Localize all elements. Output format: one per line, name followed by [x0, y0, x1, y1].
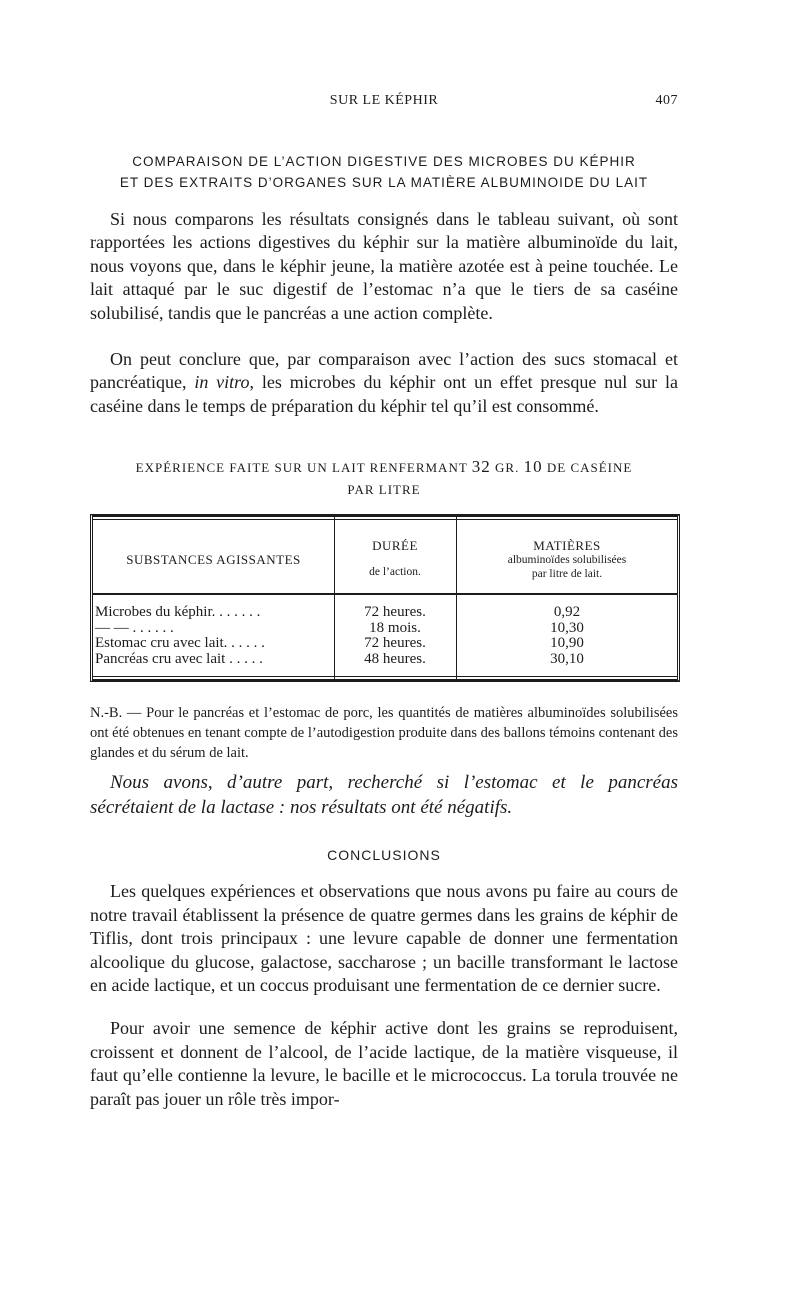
caption-text-3: DE CASÉINE	[542, 460, 633, 475]
results-table	[90, 514, 680, 682]
table-row-3-substance: Estomac cru avec lait. . . . . .	[95, 635, 265, 651]
conclusions-paragraph-2: Pour avoir une semence de képhir active dont les grains se reproduisent, croissent et donnent de l’alcool, de l’acide lactique, de la matière visqueuse, il faut qu’elle contienne la levure, le bacille et le micrococcus. La torula trouvée ne paraît pas jouer un rôle très impor-	[90, 1018, 678, 1109]
table-note	[90, 703, 678, 763]
running-head-title: SUR LE KÉPHIR	[329, 93, 439, 108]
paragraph-conclusion-in-vitro	[90, 348, 678, 418]
table-row-4-duration: 48 heures.	[364, 650, 426, 667]
header-matters-sub-2: par litre de lait.	[531, 568, 603, 580]
table-row-2-value: 10,30	[550, 619, 584, 636]
table-row-3-value: 10,90	[550, 635, 584, 651]
caption-text-2: GR.	[490, 460, 524, 475]
table-caption	[90, 456, 678, 501]
table-row-2-duration: 18 mois.	[369, 619, 421, 636]
note-text: — Pour le pancréas et l’estomac de porc, les quantités de matières albuminoïdes solubilisées ont été obtenues en tenant compte de l’autodigestion produite dans des ballons témoins contenant des glandes et du sérum de lait.	[90, 705, 678, 761]
table-row-2-substance: — — . . . . . .	[95, 619, 174, 636]
caption-number-1: 32	[471, 457, 491, 476]
table-row-1-value: 0,92	[553, 604, 581, 620]
table-row-1-duration: 72 heures.	[364, 604, 426, 620]
table-row-3-duration: 72 heures.	[364, 635, 426, 651]
conclusions-heading: CONCLUSIONS	[327, 847, 441, 863]
header-matters: MATIÈRES	[533, 538, 601, 553]
section-heading	[90, 151, 678, 193]
running-head	[90, 93, 678, 113]
section-heading-line-2: ET DES EXTRAITS D’ORGANES SUR LA MATIÈRE ALBUMINOIDE DU LAIT	[119, 175, 649, 190]
header-matters-sub-1: albuminoïdes solubilisées	[507, 554, 627, 566]
table-caption-line-1	[90, 456, 678, 479]
header-substances: SUBSTANCES AGISSANTES	[126, 552, 301, 567]
caption-text-1: EXPÉRIENCE FAITE SUR UN LAIT RENFERMANT	[135, 460, 472, 475]
page-number: 407	[655, 93, 678, 108]
lactase-paragraph: Nous avons, d’autre part, recherché si l’estomac et le pancréas sécrétaient de la lactase : nos résultats ont été négatifs.	[90, 772, 678, 818]
table-inner-top-rule	[93, 519, 677, 520]
table-row-4-substance: Pancréas cru avec lait . . . . .	[95, 650, 263, 667]
table-header-rule	[93, 593, 677, 595]
table-inner-bottom-rule	[93, 676, 677, 677]
paragraph-comparison: Si nous comparons les résultats consignés dans le tableau suivant, où sont rapportées les actions digestives du képhir sur la matière albuminoïde du lait, nous voyons que, dans le képhir jeune, la matière azotée est à peine touchée. Le lait attaqué par le suc digestif de l’estomac n’a que le tiers de sa caséine solubilisé, tandis que le pancréas a une action complète.	[90, 209, 678, 323]
italic-in-vitro: in vitro	[194, 372, 250, 393]
header-duration-sub: de l’action.	[369, 566, 421, 578]
note-label: N.-B.	[90, 705, 123, 721]
table-row-1-substance: Microbes du képhir. . . . . . .	[95, 604, 261, 620]
conclusions-paragraph-1: Les quelques expériences et observations que nous avons pu faire au cours de notre travail établissent la présence de quatre germes dans les grains de képhir de Tiflis, dont trois principaux : une levure capable de donner une fermentation alcoolique du glucose, galactose, saccharose ; un bacille transformant le lactose en acide lactique, et un coccus produisant une fermentation de ce dernier sucre.	[90, 881, 678, 996]
section-heading-line-1: COMPARAISON DE L’ACTION DIGESTIVE DES MICROBES DU KÉPHIR	[132, 154, 636, 169]
table-caption-line-2: PAR LITRE	[347, 482, 421, 497]
caption-number-2: 10	[523, 457, 543, 476]
paragraph-text-start: On peut conclure que, par comparaison avec l’action des sucs stomacal et pancréatique,	[90, 349, 678, 393]
header-duration: DURÉE	[372, 538, 418, 553]
paragraph-text-end: , les microbes du képhir ont un effet presque nul sur la caséine dans le temps de préparation du képhir tel qu’il est consommé.	[90, 372, 678, 416]
table-row-4-value: 30,10	[550, 650, 584, 667]
